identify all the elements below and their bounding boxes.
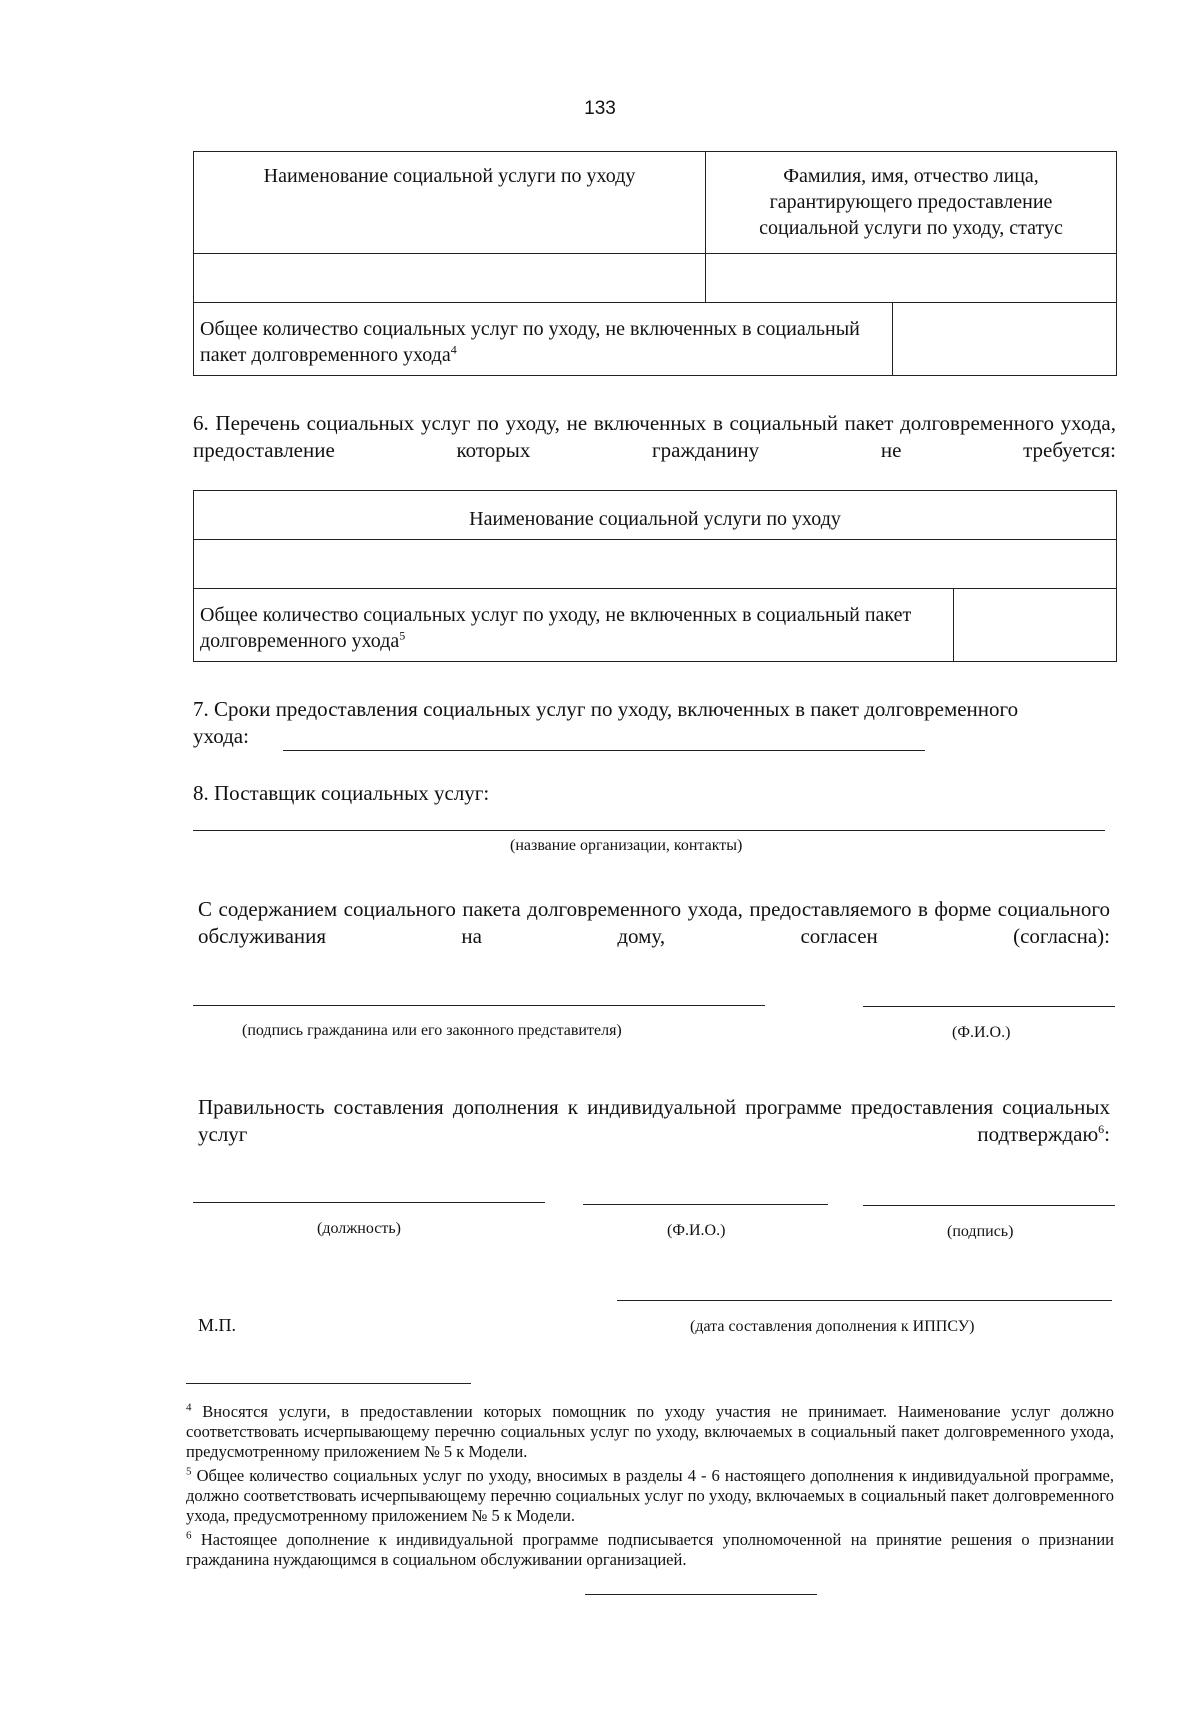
table1-header-guarantor: Фамилия, имя, отчество лица, гарантирующего предоставление социальной услуги по уходу, статус (706, 152, 1117, 254)
table1-empty-cell-guarantor[interactable] (706, 254, 1117, 303)
consent-text: С содержанием социального пакета долговременного ухода, предоставляемого в форме социального обслуживания на дому, согласен (согласна): (198, 897, 1110, 948)
table-services-not-required (193, 490, 1117, 662)
footnote-5-mark: 5 (186, 1465, 192, 1478)
confirm-text (198, 1094, 1110, 1148)
table1-total-label: Общее количество социальных услуг по уходу, не включенных в социальный пакет долговременного ухода (200, 318, 860, 366)
footnote-6-mark: 6 (186, 1529, 192, 1542)
footnote-ref-4: 4 (450, 342, 457, 357)
section-7-line2: ухода: (193, 724, 249, 748)
table1-total-row (194, 303, 893, 376)
table2-total-value-cell[interactable] (954, 589, 1117, 662)
table2-total-label: Общее количество социальных услуг по уходу, не включенных в социальный пакет долговременного ухода (200, 604, 912, 652)
provider-field-line[interactable] (193, 830, 1105, 831)
position-caption: (должность) (317, 1220, 401, 1237)
footnote-ref-6: 6 (1098, 1122, 1105, 1136)
confirm-text-body: Правильность составления дополнения к индивидуальной программе предоставления социальных услуг подтверждаю (198, 1095, 1110, 1146)
citizen-name-line[interactable] (863, 1006, 1115, 1007)
table1-header-service-name: Наименование социальной услуги по уходу (194, 152, 706, 254)
section-6-text: 6. Перечень социальных услуг по уходу, не включенных в социальный пакет долговременного ухода, предоставление которых гражданину не требуется: (193, 411, 1116, 462)
table1-total-value-cell[interactable] (893, 303, 1117, 376)
date-caption: (дата составления дополнения к ИППСУ) (690, 1318, 975, 1335)
stamp-label: М.П. (198, 1315, 237, 1335)
section-8-text: 8. Поставщик социальных услуг: (193, 781, 490, 805)
footnote-4-mark: 4 (186, 1401, 192, 1414)
footnote-separator (186, 1383, 471, 1384)
position-field-line[interactable] (193, 1202, 545, 1203)
table-care-services-guarantor (193, 151, 1117, 376)
footnote-4 (186, 1402, 1114, 1462)
official-name-line[interactable] (583, 1204, 828, 1205)
table2-empty-cell[interactable] (194, 540, 1117, 589)
citizen-signature-caption: (подпись гражданина или его законного представителя) (242, 1022, 622, 1039)
page-number: 133 (584, 98, 616, 119)
provider-caption: (название организации, контакты) (510, 837, 743, 854)
date-field-line[interactable] (617, 1300, 1112, 1301)
footnote-6 (186, 1530, 1114, 1570)
official-signature-caption: (подпись) (947, 1223, 1014, 1240)
footnote-ref-5: 5 (399, 628, 406, 643)
footnote-5 (186, 1466, 1114, 1526)
footnote-6-text: Настоящее дополнение к индивидуальной программе подписывается уполномоченной на принятие решения о признании гражданина нуждающимся в социальном обслуживании организацией. (186, 1530, 1114, 1569)
section-7-line1: 7. Сроки предоставления социальных услуг по уходу, включенных в пакет долговременного (193, 697, 1019, 721)
closing-rule (585, 1594, 817, 1595)
citizen-name-caption: (Ф.И.О.) (952, 1024, 1011, 1041)
official-signature-line[interactable] (863, 1205, 1115, 1206)
table1-empty-cell-service[interactable] (194, 254, 706, 303)
footnote-4-text: Вносятся услуги, в предоставлении которых помощник по уходу участия не принимает. Наименование услуг должно соответствовать исчерпывающему перечню социальных услуг по уходу, включаемых в социальный пакет долговременного ухода, предусмотренному приложением № 5 к Модели. (186, 1402, 1114, 1461)
terms-field-line[interactable] (283, 750, 925, 751)
table2-total-row (194, 589, 954, 662)
footnote-5-text: Общее количество социальных услуг по уходу, вносимых в разделы 4 - 6 настоящего дополнения к индивидуальной программе, должно соответствовать исчерпывающему перечню социальных услуг по уходу, включаемых в социальный пакет долговременного ухода, предусмотренному приложением № 5 к Модели. (186, 1466, 1114, 1525)
official-name-caption: (Ф.И.О.) (667, 1222, 726, 1239)
table2-header-service-name: Наименование социальной услуги по уходу (194, 491, 1117, 540)
confirm-colon: : (1104, 1122, 1110, 1146)
citizen-signature-line[interactable] (193, 1005, 765, 1006)
